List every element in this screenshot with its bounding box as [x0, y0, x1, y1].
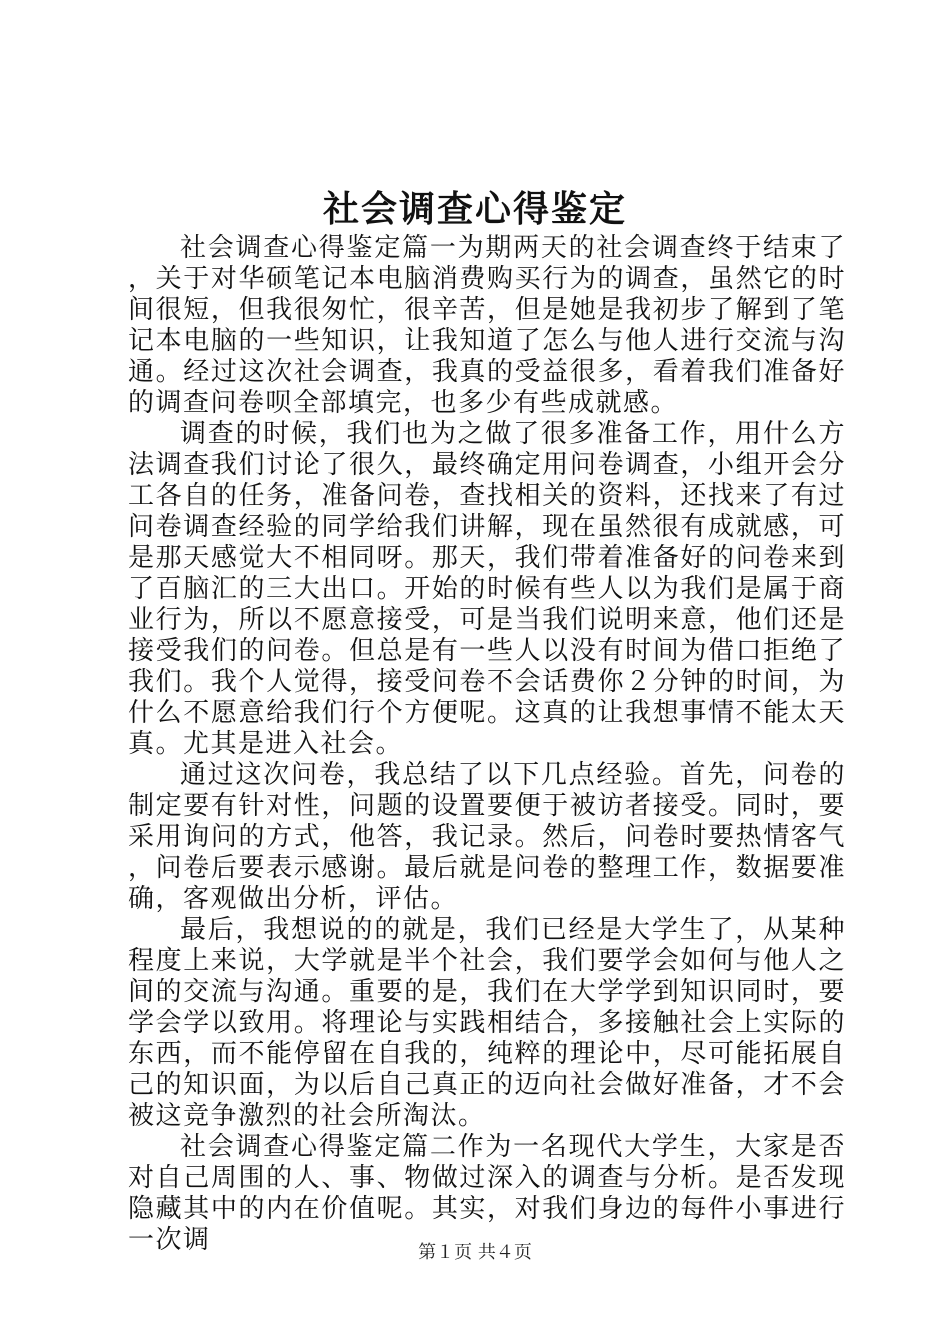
paragraph: 最后，我想说的的就是，我们已经是大学生了，从某种程度上来说，大学就是半个社会，我们要学会如何与他人之间的交流与沟通。重要的是，我们在大学学到知识同时，要学会学以致用。将理论与实践相结合，多接触社会上实际的东西，而不能停留在自我的，纯粹的理论中，尽可能拓展自己的知识面，为以后自己真正的迈向社会做好准备，才不会被这竞争激烈的社会所淘汰。 — [128, 915, 846, 1131]
paragraph: 社会调查心得鉴定篇二作为一名现代大学生，大家是否对自己周围的人、事、物做过深入的调查与分析。是否发现隐藏其中的内在价值呢。其实，对我们身边的每件小事进行一次调 — [128, 1132, 846, 1255]
paragraph: 社会调查心得鉴定篇一为期两天的社会调查终于结束了，关于对华硕笔记本电脑消费购买行为的调查，虽然它的时间很短，但我很匆忙，很辛苦，但是她是我初步了解到了笔记本电脑的一些知识，让我知道了怎么与他人进行交流与沟通。经过这次社会调查，我真的受益很多，看着我们准备好的调查问卷呗全部填完，也多少有些成就感。 — [128, 233, 846, 418]
page-number-footer: 第１页 共４页 — [418, 1242, 532, 1263]
paragraph: 调查的时候，我们也为之做了很多准备工作，用什么方法调查我们讨论了很久，最终确定用问卷调查，小组开会分工各自的任务，准备问卷，查找相关的资料，还找来了有过问卷调查经验的同学给我们讲解，现在虽然很有成就感，可是那天感觉大不相同呀。那天，我们带着准备好的问卷来到了百脑汇的三大出口。开始的时候有些人以为我们是属于商业行为，所以不愿意接受，可是当我们说明来意，他们还是接受我们的问卷。但总是有一些人以没有时间为借口拒绝了我们。我个人觉得，接受问卷不会话费你２分钟的时间，为什么不愿意给我们行个方便呢。这真的让我想事情不能太天真。尤其是进入社会。 — [128, 419, 846, 759]
paragraph: 通过这次问卷，我总结了以下几点经验。首先，问卷的制定要有针对性，问题的设置要便于被访者接受。同时，要采用询问的方式，他答，我记录。然后，问卷时要热情客气，问卷后要表示感谢。最后就是问卷的整理工作，数据要准确，客观做出分析，评估。 — [128, 760, 846, 914]
document-body — [128, 233, 846, 1256]
document-title: 社会调查心得鉴定 — [322, 188, 627, 230]
